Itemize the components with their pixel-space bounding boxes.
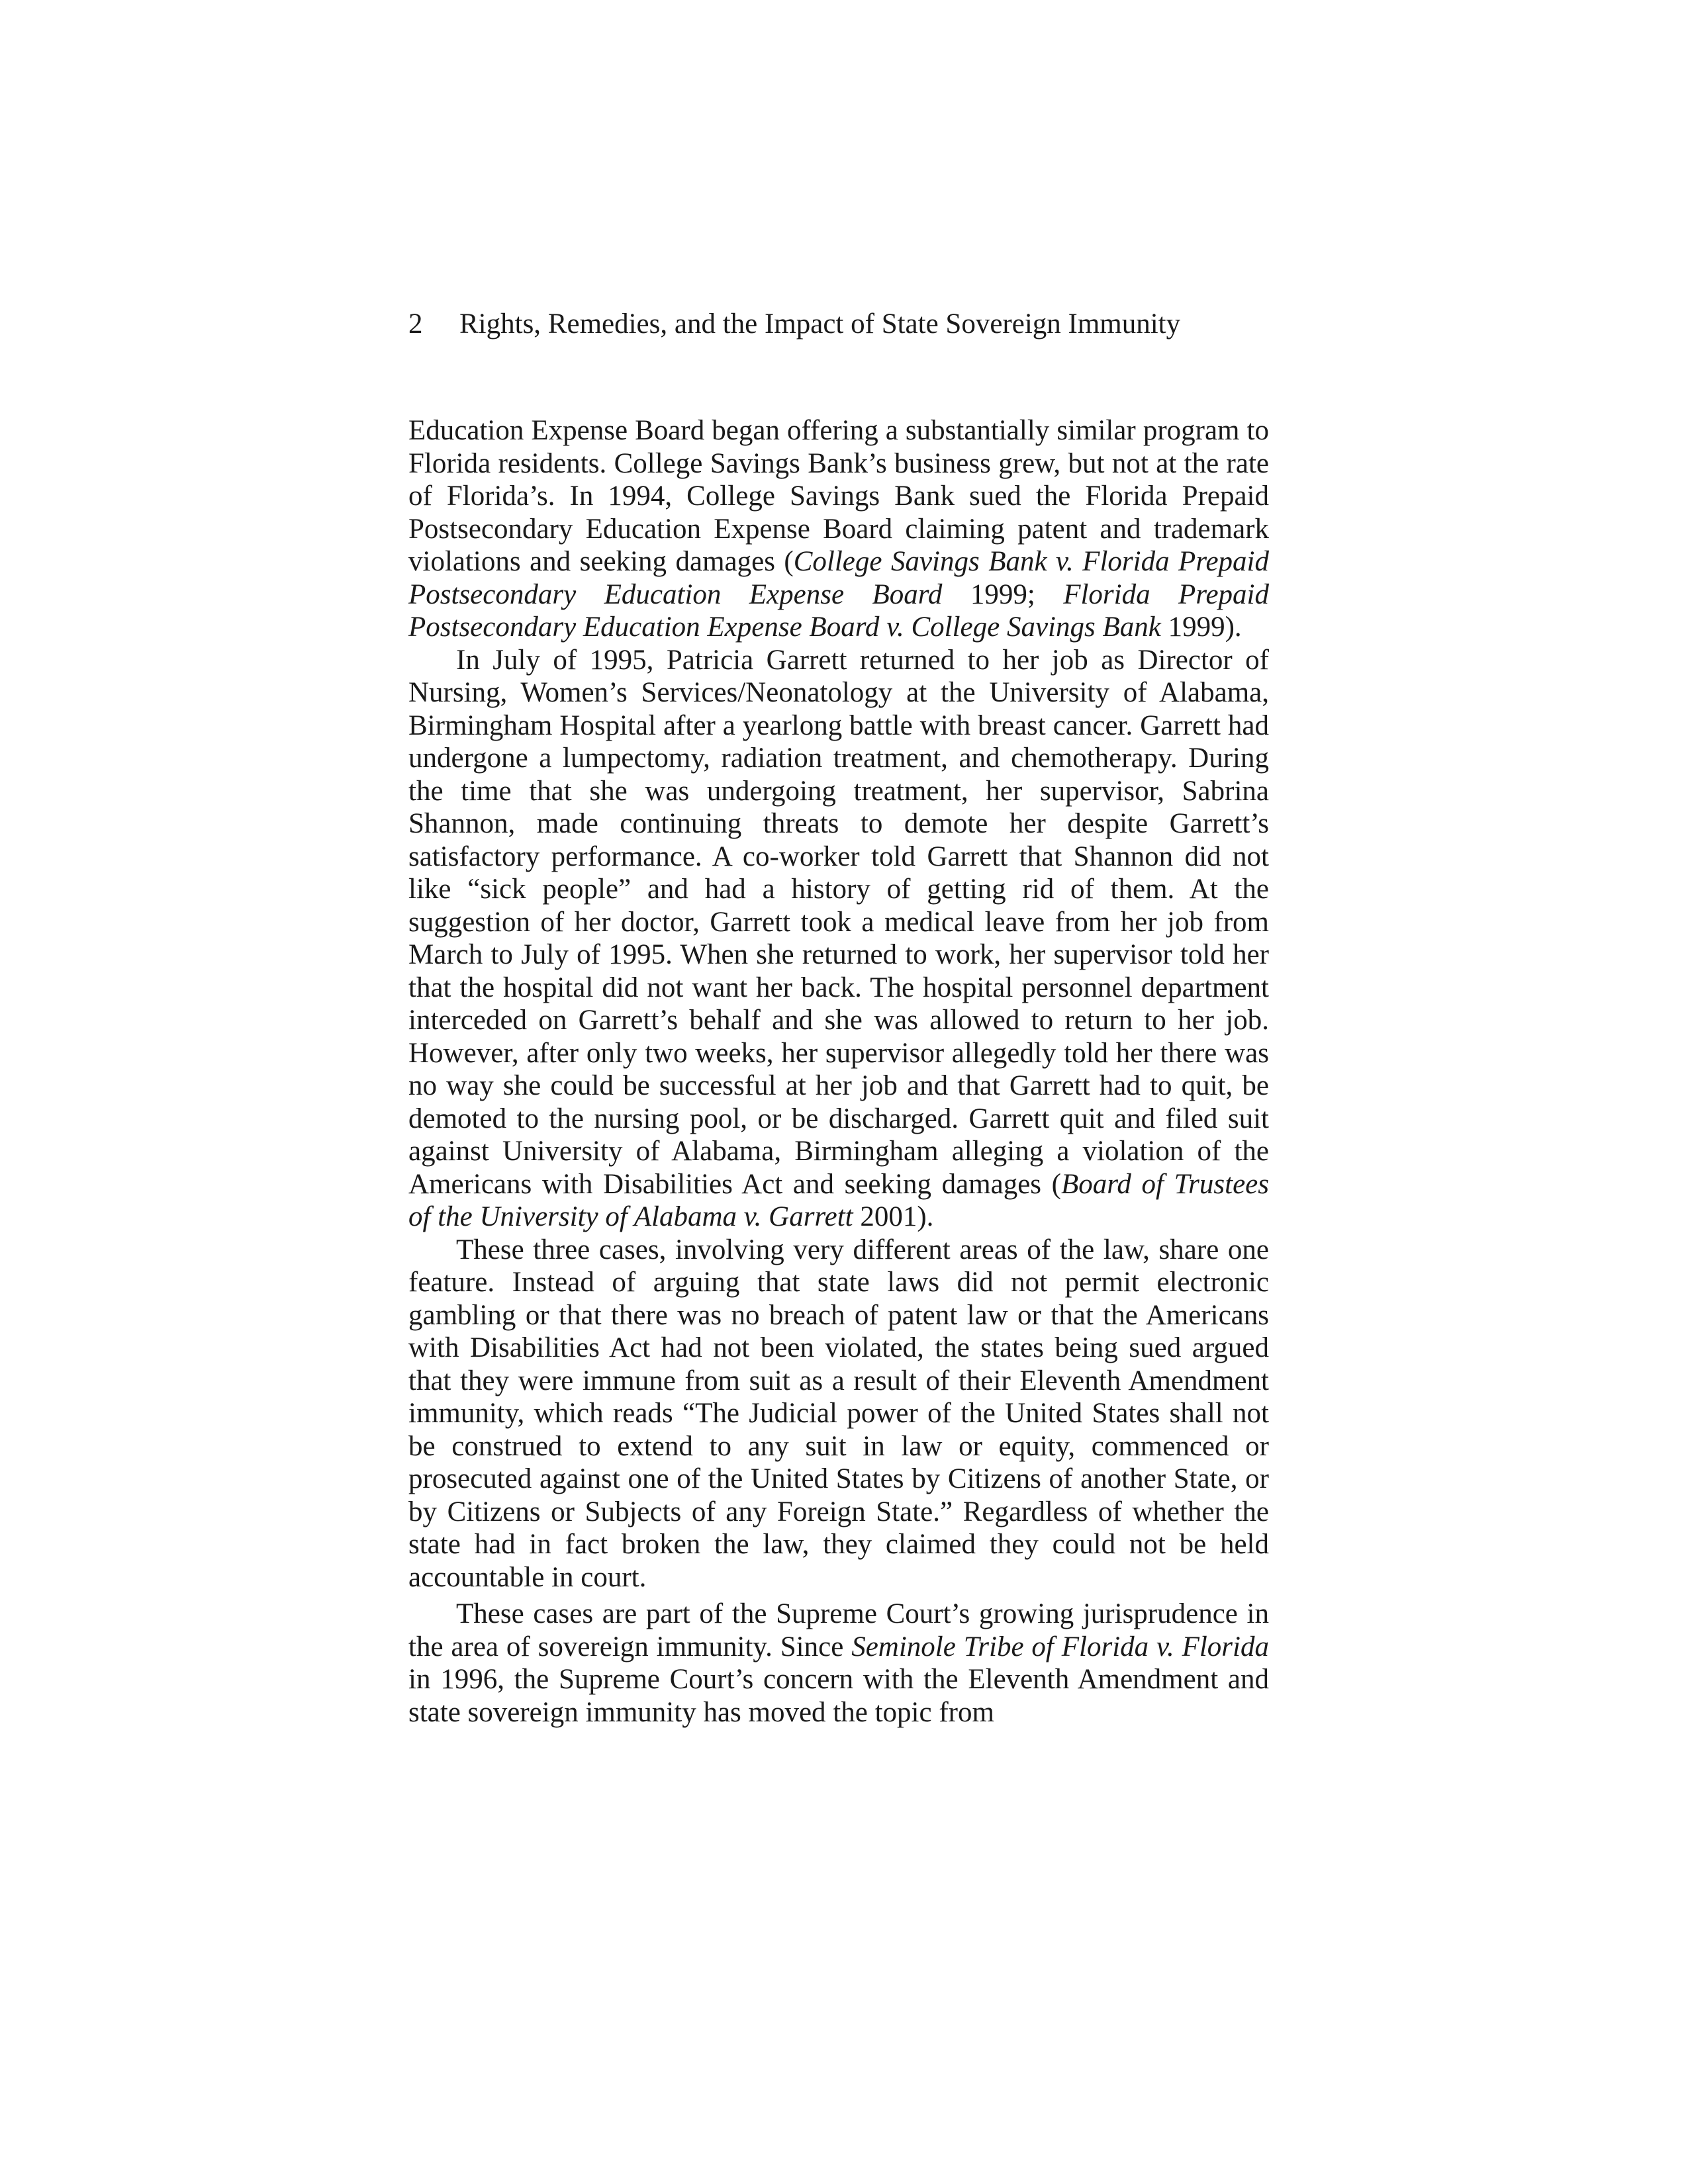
text-segment: In July of 1995, Patricia Garrett returned to her job as Director of Nursing, Women’s Services/Neonatology at the University of Alabama, Birmingham Hospital after a yearlong battle with breast cancer. Garrett had undergone a lumpectomy, radiation treatment, and chemotherapy. During the time that she was undergoing treatment, her supervisor, Sabrina Shannon, made continuing threats to demote her despite Garrett’s satisfactory performance. A co-worker told Garrett that Shannon did not like “sick people” and had a history of getting rid of them. At the suggestion of her doctor, Garrett took a medical leave from her job from March to July of 1995. When she returned to work, her supervisor told her that the hospital did not want her back. The hospital personnel department interceded on Garrett’s behalf and she was allowed to return to her job. However, after only two weeks, her supervisor allegedly told her there was no way she could be successful at her job and that Garrett had to quit, be demoted to the nursing pool, or be discharged. Garrett quit and filed suit against University of Alabama, Birmingham alleging a violation of the Americans with Disabilities Act and seeking damages ( [408, 644, 1269, 1200]
text-segment: Education Expense Board began offering a substantially similar program to Florida residents. College Savings Bank’s business grew, but not at the rate of Florida’s. In 1994, College Savings Bank sued the Florida Prepaid Postsecondary Education Expense Board claiming patent and trademark violations and seeking damages ( [408, 415, 1269, 577]
text-segment: These three cases, involving very different areas of the law, share one feature. Instead of arguing that state laws did not permit electronic gambling or that there was no breach of patent law or that the Americans with Disabilities Act had not been violated, the states being sued argued that they were immune from suit as a result of their Eleventh Amendment immunity, which reads “The Judicial power of the United States shall not be construed to extend to any suit in law or equity, commenced or prosecuted against one of the United States by Citizens of another State, or by Citizens or Subjects of any Foreign State.” Regardless of whether the state had in fact broken the law, they claimed they could not be held accountable in court. [408, 1234, 1269, 1593]
paragraph-three-cases [408, 1234, 1269, 1594]
text-segment: 1999; [942, 578, 1064, 610]
case-citation: Florida Prepaid Postsecondary Education Expense Board v. College Savings Bank [408, 578, 1269, 643]
case-citation: College Savings Bank v. Florida Prepaid Postsecondary Education Expense Board [408, 546, 1269, 610]
body-text [408, 414, 1269, 1729]
case-citation: Board of Trustees of the University of Alabama v. Garrett [408, 1168, 1270, 1232]
paragraph-college-savings [408, 414, 1269, 644]
running-title: Rights, Remedies, and the Impact of State Sovereign Immunity [459, 308, 1181, 340]
text-segment: 1999). [1160, 612, 1242, 643]
paragraph-garrett [408, 644, 1269, 1234]
paragraph-sovereign-immunity [408, 1598, 1269, 1729]
text-segment: in 1996, the Supreme Court’s concern with the Eleventh Amendment and state sovereign immunity has moved the topic from [408, 1664, 1269, 1728]
text-segment: These cases are part of the Supreme Court’s growing jurisprudence in the area of sovereign immunity. Since [408, 1598, 1269, 1662]
page-number: 2 [408, 308, 423, 340]
running-header [408, 306, 1269, 343]
text-segment: 2001). [853, 1201, 934, 1232]
case-citation: Seminole Tribe of Florida v. Florida [851, 1631, 1269, 1662]
